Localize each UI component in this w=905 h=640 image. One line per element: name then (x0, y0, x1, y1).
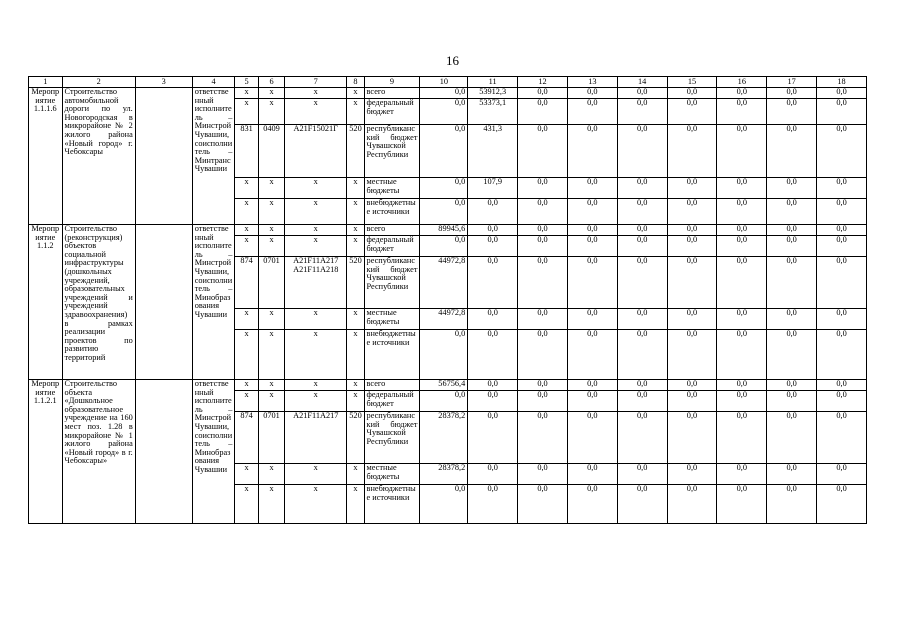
amount-cell: 0,0 (767, 412, 817, 464)
table-row (29, 225, 867, 236)
amount-cell: 0,0 (518, 178, 568, 199)
code-cell: x (235, 88, 258, 99)
funding-source-cell: федеральный бюджет (364, 391, 420, 412)
amount-cell: 0,0 (518, 88, 568, 99)
funding-source-cell: республиканский бюджет Чувашской Республики (364, 412, 420, 464)
amount-cell: 0,0 (567, 330, 617, 380)
amount-cell: 0,0 (817, 485, 867, 524)
code-cell: x (285, 225, 347, 236)
code-cell: A21F11A217 A21F11A218 (285, 257, 347, 309)
code-cell: x (258, 380, 284, 391)
code-cell: x (258, 236, 284, 257)
amount-cell: 0,0 (717, 485, 767, 524)
code-cell: x (258, 464, 284, 485)
amount-cell: 0,0 (767, 88, 817, 99)
amount-cell: 0,0 (420, 125, 468, 178)
column-header: 6 (258, 77, 284, 88)
executor-cell: ответственный исполнитель – Минстрой Чувашии, соисполнитель – Минобразования Чувашии (192, 380, 235, 524)
amount-cell: 0,0 (817, 236, 867, 257)
amount-cell: 0,0 (667, 225, 717, 236)
column-header: 17 (767, 77, 817, 88)
code-cell: x (347, 225, 364, 236)
code-cell: x (235, 485, 258, 524)
amount-cell: 0,0 (767, 236, 817, 257)
amount-cell: 0,0 (468, 309, 518, 330)
amount-cell: 0,0 (617, 380, 667, 391)
code-cell: x (285, 485, 347, 524)
measure-name-cell: Строительство объекта «Дошкольное образовательное учреждение на 160 мест поз. 1.28 в микрорайоне № 1 жилого района «Новый город» в г. Чебоксары» (62, 380, 135, 524)
amount-cell: 0,0 (617, 125, 667, 178)
amount-cell: 0,0 (420, 99, 468, 125)
amount-cell: 0,0 (767, 485, 817, 524)
amount-cell: 0,0 (617, 199, 667, 225)
code-cell: x (235, 225, 258, 236)
column-header: 12 (518, 77, 568, 88)
amount-cell: 0,0 (817, 257, 867, 309)
executor-cell: ответственный исполнитель – Минстрой Чувашии, соисполнитель – Минтранс Чувашии (192, 88, 235, 225)
table-row (29, 380, 867, 391)
amount-cell: 0,0 (420, 236, 468, 257)
amount-cell: 0,0 (767, 380, 817, 391)
amount-cell: 0,0 (518, 464, 568, 485)
code-cell: x (347, 88, 364, 99)
code-cell: x (235, 178, 258, 199)
funding-source-cell: внебюджетные источники (364, 330, 420, 380)
amount-cell: 0,0 (667, 99, 717, 125)
funding-source-cell: всего (364, 380, 420, 391)
amount-cell: 0,0 (667, 485, 717, 524)
amount-cell: 0,0 (617, 178, 667, 199)
code-cell: x (258, 225, 284, 236)
amount-cell: 0,0 (468, 330, 518, 380)
column-header: 8 (347, 77, 364, 88)
code-cell: 874 (235, 412, 258, 464)
measure-code-cell: Мероприятие 1.1.1.6 (29, 88, 63, 225)
amount-cell: 44972,8 (420, 257, 468, 309)
code-cell: x (285, 464, 347, 485)
amount-cell: 0,0 (518, 99, 568, 125)
amount-cell: 0,0 (817, 225, 867, 236)
amount-cell: 0,0 (468, 464, 518, 485)
amount-cell: 0,0 (717, 330, 767, 380)
amount-cell: 0,0 (717, 309, 767, 330)
amount-cell: 0,0 (667, 309, 717, 330)
code-cell: x (235, 236, 258, 257)
empty-cell (135, 225, 192, 380)
amount-cell: 0,0 (717, 125, 767, 178)
amount-cell: 0,0 (617, 464, 667, 485)
amount-cell: 0,0 (518, 125, 568, 178)
code-cell: 520 (347, 125, 364, 178)
code-cell: x (285, 380, 347, 391)
amount-cell: 0,0 (518, 330, 568, 380)
measure-name-cell: Строительство автомобильной дороги по ул. Новогородская в микрорайоне № 2 жилого района «Новый город» г. Чебоксары (62, 88, 135, 225)
column-header: 5 (235, 77, 258, 88)
amount-cell: 0,0 (817, 309, 867, 330)
funding-source-cell: внебюджетные источники (364, 485, 420, 524)
amount-cell: 0,0 (518, 380, 568, 391)
amount-cell: 0,0 (420, 330, 468, 380)
amount-cell: 0,0 (617, 236, 667, 257)
amount-cell: 0,0 (717, 236, 767, 257)
column-header: 10 (420, 77, 468, 88)
amount-cell: 0,0 (667, 464, 717, 485)
budget-table (28, 76, 867, 524)
column-header: 1 (29, 77, 63, 88)
amount-cell: 0,0 (420, 485, 468, 524)
amount-cell: 0,0 (617, 309, 667, 330)
amount-cell: 0,0 (468, 485, 518, 524)
amount-cell: 0,0 (518, 257, 568, 309)
amount-cell: 0,0 (518, 225, 568, 236)
amount-cell: 28378,2 (420, 464, 468, 485)
amount-cell: 0,0 (717, 99, 767, 125)
amount-cell: 431,3 (468, 125, 518, 178)
amount-cell: 0,0 (567, 178, 617, 199)
amount-cell: 0,0 (667, 380, 717, 391)
amount-cell: 0,0 (468, 199, 518, 225)
amount-cell: 53373,1 (468, 99, 518, 125)
column-header: 11 (468, 77, 518, 88)
amount-cell: 0,0 (717, 391, 767, 412)
code-cell: x (285, 236, 347, 257)
measure-code-cell: Мероприятие 1.1.2.1 (29, 380, 63, 524)
column-header: 3 (135, 77, 192, 88)
column-header: 7 (285, 77, 347, 88)
column-header: 2 (62, 77, 135, 88)
amount-cell: 0,0 (817, 88, 867, 99)
amount-cell: 0,0 (518, 391, 568, 412)
funding-source-cell: внебюджетные источники (364, 199, 420, 225)
amount-cell: 0,0 (717, 178, 767, 199)
amount-cell: 0,0 (617, 412, 667, 464)
header-row (29, 77, 867, 88)
amount-cell: 0,0 (817, 391, 867, 412)
amount-cell: 0,0 (817, 125, 867, 178)
code-cell: x (258, 391, 284, 412)
amount-cell: 0,0 (667, 199, 717, 225)
code-cell: x (235, 464, 258, 485)
amount-cell: 0,0 (617, 88, 667, 99)
code-cell: x (347, 485, 364, 524)
code-cell: x (235, 99, 258, 125)
amount-cell: 0,0 (767, 309, 817, 330)
amount-cell: 89945,6 (420, 225, 468, 236)
amount-cell: 0,0 (667, 88, 717, 99)
code-cell: x (285, 199, 347, 225)
code-cell: 520 (347, 412, 364, 464)
amount-cell: 0,0 (567, 125, 617, 178)
amount-cell: 107,9 (468, 178, 518, 199)
empty-cell (135, 380, 192, 524)
amount-cell: 0,0 (717, 88, 767, 99)
code-cell: x (347, 236, 364, 257)
amount-cell: 0,0 (817, 412, 867, 464)
amount-cell: 0,0 (717, 412, 767, 464)
amount-cell: 0,0 (518, 236, 568, 257)
measure-name-cell: Строительство (реконструкция) объектов социальной инфраструктуры (дошкольных учреждений, образовательных учреждений и учреждений здравоохранения) в рамках реализации проектов по развитию территорий (62, 225, 135, 380)
code-cell: x (285, 99, 347, 125)
amount-cell: 0,0 (617, 257, 667, 309)
amount-cell: 56756,4 (420, 380, 468, 391)
column-header: 18 (817, 77, 867, 88)
amount-cell: 0,0 (817, 99, 867, 125)
amount-cell: 0,0 (817, 199, 867, 225)
column-header: 9 (364, 77, 420, 88)
amount-cell: 0,0 (767, 178, 817, 199)
funding-source-cell: федеральный бюджет (364, 236, 420, 257)
amount-cell: 0,0 (667, 178, 717, 199)
amount-cell: 0,0 (667, 257, 717, 309)
amount-cell: 28378,2 (420, 412, 468, 464)
amount-cell: 0,0 (767, 199, 817, 225)
code-cell: x (258, 330, 284, 380)
measure-code-cell: Мероприятие 1.1.2 (29, 225, 63, 380)
funding-source-cell: всего (364, 88, 420, 99)
amount-cell: 0,0 (667, 412, 717, 464)
amount-cell: 0,0 (667, 330, 717, 380)
amount-cell: 0,0 (617, 485, 667, 524)
amount-cell: 0,0 (468, 236, 518, 257)
code-cell: x (347, 391, 364, 412)
amount-cell: 0,0 (567, 412, 617, 464)
amount-cell: 0,0 (617, 391, 667, 412)
code-cell: x (285, 391, 347, 412)
funding-source-cell: республиканский бюджет Чувашской Республики (364, 257, 420, 309)
amount-cell: 0,0 (667, 236, 717, 257)
code-cell: x (258, 88, 284, 99)
amount-cell: 0,0 (567, 309, 617, 330)
amount-cell: 0,0 (817, 380, 867, 391)
amount-cell: 0,0 (767, 99, 817, 125)
amount-cell: 0,0 (567, 257, 617, 309)
amount-cell: 0,0 (817, 330, 867, 380)
code-cell: 874 (235, 257, 258, 309)
amount-cell: 0,0 (468, 225, 518, 236)
page-number: 16 (446, 53, 459, 68)
amount-cell: 0,0 (767, 125, 817, 178)
funding-source-cell: местные бюджеты (364, 464, 420, 485)
code-cell: x (347, 199, 364, 225)
amount-cell: 0,0 (468, 391, 518, 412)
amount-cell: 0,0 (617, 225, 667, 236)
amount-cell: 0,0 (717, 225, 767, 236)
amount-cell: 0,0 (717, 380, 767, 391)
code-cell: A21F11A217 (285, 412, 347, 464)
amount-cell: 44972,8 (420, 309, 468, 330)
amount-cell: 0,0 (717, 199, 767, 225)
code-cell: x (258, 485, 284, 524)
funding-source-cell: всего (364, 225, 420, 236)
code-cell: x (285, 178, 347, 199)
code-cell: x (235, 391, 258, 412)
amount-cell: 0,0 (567, 380, 617, 391)
amount-cell: 0,0 (667, 125, 717, 178)
amount-cell: 0,0 (717, 464, 767, 485)
code-cell: x (235, 380, 258, 391)
code-cell: x (235, 309, 258, 330)
amount-cell: 0,0 (518, 309, 568, 330)
funding-source-cell: местные бюджеты (364, 309, 420, 330)
amount-cell: 0,0 (767, 225, 817, 236)
amount-cell: 0,0 (567, 464, 617, 485)
amount-cell: 0,0 (518, 412, 568, 464)
code-cell: 520 (347, 257, 364, 309)
funding-source-cell: местные бюджеты (364, 178, 420, 199)
amount-cell: 0,0 (567, 88, 617, 99)
amount-cell: 0,0 (567, 391, 617, 412)
code-cell: x (285, 88, 347, 99)
amount-cell: 53912,3 (468, 88, 518, 99)
column-header: 16 (717, 77, 767, 88)
amount-cell: 0,0 (468, 257, 518, 309)
code-cell: 0701 (258, 412, 284, 464)
amount-cell: 0,0 (767, 257, 817, 309)
amount-cell: 0,0 (468, 380, 518, 391)
amount-cell: 0,0 (767, 330, 817, 380)
amount-cell: 0,0 (717, 257, 767, 309)
code-cell: x (258, 199, 284, 225)
amount-cell: 0,0 (567, 99, 617, 125)
amount-cell: 0,0 (567, 236, 617, 257)
code-cell: 0701 (258, 257, 284, 309)
code-cell: x (347, 380, 364, 391)
code-cell: x (347, 178, 364, 199)
amount-cell: 0,0 (518, 199, 568, 225)
code-cell: x (258, 178, 284, 199)
amount-cell: 0,0 (617, 330, 667, 380)
code-cell: x (285, 330, 347, 380)
funding-source-cell: республиканский бюджет Чувашской Республики (364, 125, 420, 178)
amount-cell: 0,0 (617, 99, 667, 125)
amount-cell: 0,0 (817, 178, 867, 199)
code-cell: 0409 (258, 125, 284, 178)
empty-cell (135, 88, 192, 225)
amount-cell: 0,0 (667, 391, 717, 412)
amount-cell: 0,0 (518, 485, 568, 524)
amount-cell: 0,0 (567, 199, 617, 225)
executor-cell: ответственный исполнитель – Минстрой Чувашии, соисполнитель – Минобразования Чувашии (192, 225, 235, 380)
code-cell: 831 (235, 125, 258, 178)
amount-cell: 0,0 (420, 88, 468, 99)
amount-cell: 0,0 (420, 199, 468, 225)
funding-source-cell: федеральный бюджет (364, 99, 420, 125)
code-cell: x (347, 464, 364, 485)
code-cell: x (285, 309, 347, 330)
code-cell: A21F15021Г (285, 125, 347, 178)
code-cell: x (235, 330, 258, 380)
amount-cell: 0,0 (567, 485, 617, 524)
column-header: 4 (192, 77, 235, 88)
amount-cell: 0,0 (567, 225, 617, 236)
amount-cell: 0,0 (420, 178, 468, 199)
amount-cell: 0,0 (420, 391, 468, 412)
column-header: 13 (567, 77, 617, 88)
code-cell: x (347, 309, 364, 330)
amount-cell: 0,0 (468, 412, 518, 464)
column-header: 14 (617, 77, 667, 88)
table-row (29, 88, 867, 99)
column-header: 15 (667, 77, 717, 88)
code-cell: x (235, 199, 258, 225)
table-body (29, 77, 867, 524)
code-cell: x (258, 99, 284, 125)
amount-cell: 0,0 (767, 391, 817, 412)
code-cell: x (258, 309, 284, 330)
amount-cell: 0,0 (817, 464, 867, 485)
code-cell: x (347, 99, 364, 125)
code-cell: x (347, 330, 364, 380)
amount-cell: 0,0 (767, 464, 817, 485)
